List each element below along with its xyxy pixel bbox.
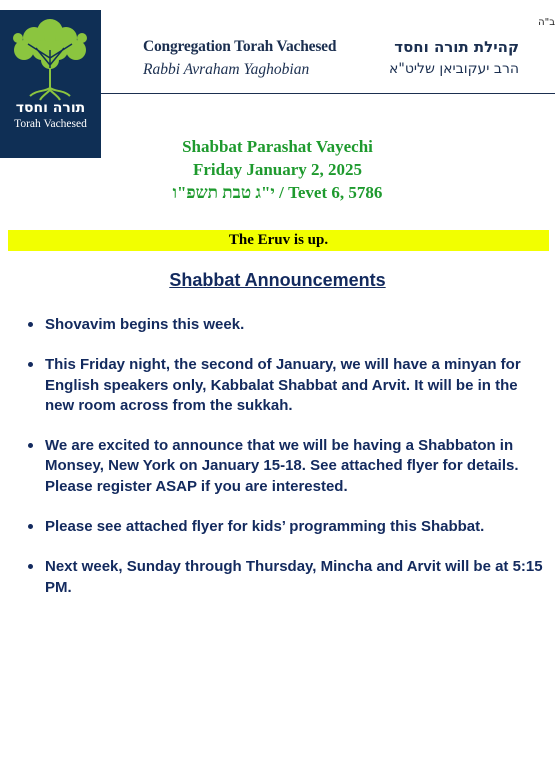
list-item <box>26 436 550 497</box>
logo-english-text: Torah Vachesed <box>14 118 87 130</box>
hebrew-date: י"ג טבת תשפ"ו / Tevet 6, 5786 <box>172 183 383 202</box>
eruv-status-banner: The Eruv is up. <box>8 230 549 251</box>
announcements-heading: Shabbat Announcements <box>169 270 386 290</box>
announcement-list <box>26 315 550 598</box>
bullet-icon <box>28 443 33 448</box>
bullet-icon <box>28 322 33 327</box>
list-item <box>26 355 550 416</box>
announcement-text: This Friday night, the second of January, we will have a minyan for English speakers only, Kabbalat Shabbat and Arvit. It will be in the new room across from the sukkah. <box>45 356 521 414</box>
bh-mark: ב"ה <box>538 17 555 28</box>
announcement-text: Shovavim begins this week. <box>45 316 245 333</box>
shabbat-title-block <box>0 135 555 204</box>
announcement-text: Please see attached flyer for kids’ programming this Shabbat. <box>45 518 485 536</box>
bullet-icon <box>28 524 33 529</box>
rabbi-name: Rabbi Avraham Yaghobian <box>143 61 310 78</box>
bullet-icon <box>28 564 33 569</box>
announcement-text: We are excited to announce that we will be having a Shabbaton in Monsey, New York on January 15-18. See attached flyer for details. Please register ASAP if you are interested. <box>45 437 519 495</box>
rabbi-name-hebrew: הרב יעקוביאן שליט"א <box>389 61 519 77</box>
list-item <box>26 315 550 335</box>
parasha-title: Shabbat Parashat Vayechi <box>182 137 373 156</box>
list-item <box>26 557 550 598</box>
logo-hebrew-text: תורה וחסד <box>15 100 86 116</box>
congregation-name-hebrew: קהילת תורה וחסד <box>394 38 519 56</box>
friday-date: Friday January 2, 2025 <box>192 160 363 179</box>
bullet-icon <box>28 362 33 367</box>
announcement-text: Next week, Sunday through Thursday, Mincha and Arvit will be at 5:15 PM. <box>45 558 543 596</box>
header-divider <box>101 93 555 94</box>
list-item <box>26 517 550 537</box>
congregation-name: Congregation Torah Vachesed <box>143 38 337 55</box>
